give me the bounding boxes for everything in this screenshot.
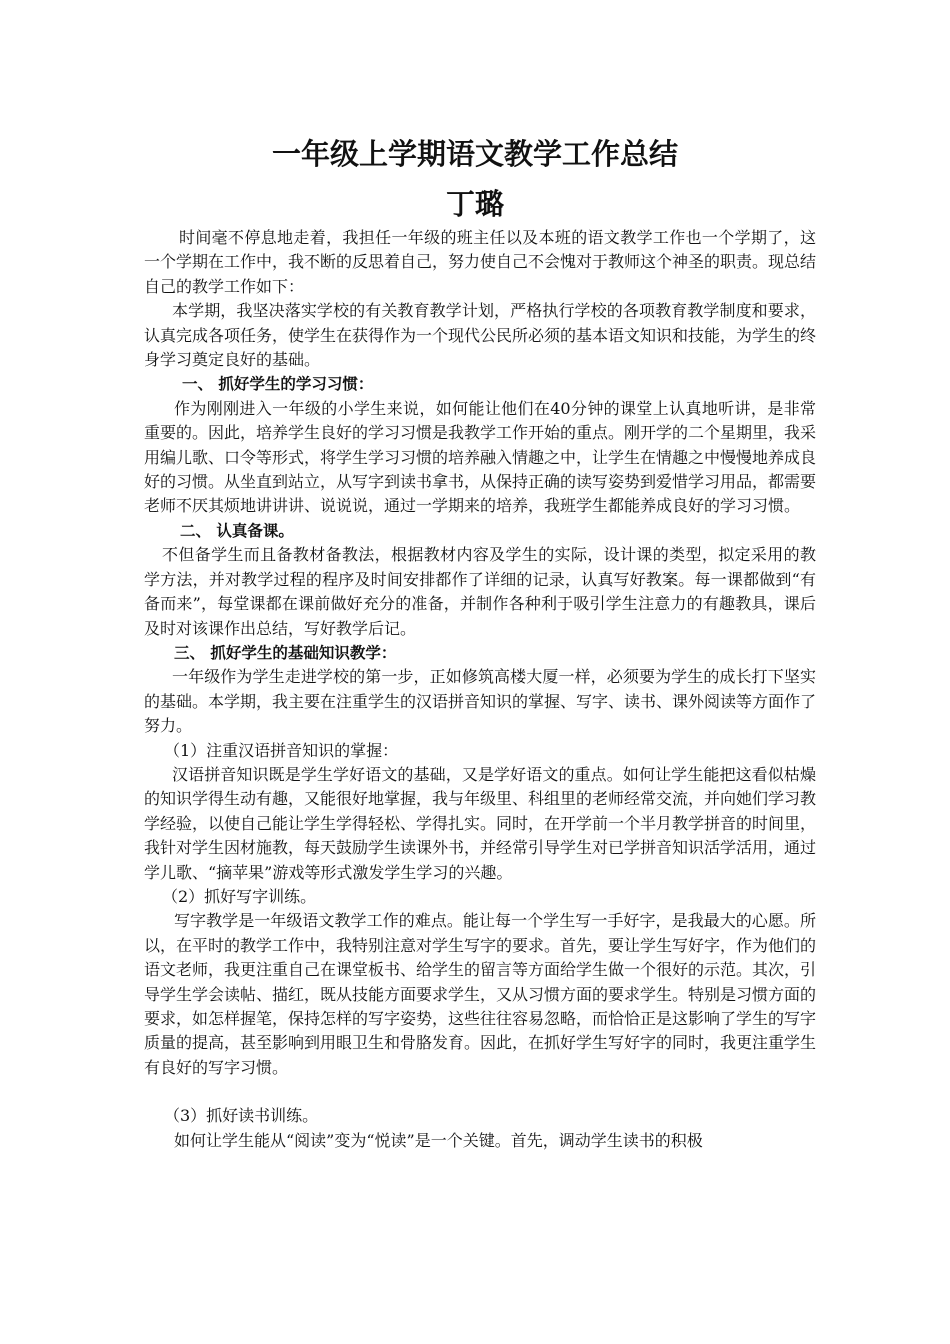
habits-paragraph: 作为刚刚进入一年级的小学生来说，如何能让他们在40分钟的课堂上认真地听讲，是非常重要的。因此，培养学生良好的学习习惯是我教学工作开始的重点。刚开学的二个星期里，我采用编儿歌、口令等形式，将学生学习习惯的培养融入情趣之中，让学生在情趣之中慢慢地养成良好的习惯。从坐直到站立，从写字到读书拿书，从保持正确的读写姿势到爱惜学习用品，都需要老师不厌其烦地讲讲讲、说说说，通过一学期来的培养，我班学生都能养成良好的学习习惯。 — [144, 398, 817, 516]
author-name: 丁璐 — [445, 187, 504, 221]
section-heading-basics: 三、 抓好学生的基础知识教学： — [174, 643, 397, 662]
paragraph-spacer — [144, 1080, 816, 1104]
prepare-paragraph: 不但备学生而且备教材备教法，根据教材内容及学生的实际，设计课的类型，拟定采用的教学方法，并对教学过程的程序及时间安排都作了详细的记录，认真写好教案。每一课都做到“有备而来”，每堂课都在课前做好充分的准备，并制作各种利于吸引学生注意力的有趣教具，课后及时对该课作出总结，写好教学后记。 — [144, 545, 816, 638]
plan-paragraph: 本学期，我坚决落实学校的有关教育教学计划，严格执行学校的各项教育教学制度和要求，认真完成各项任务，使学生在获得作为一个现代公民所必须的基本语文知识和技能，为学生的终身学习奠定良好的基础。 — [144, 301, 817, 370]
subheading-writing: （2）抓好写字训练。 — [162, 886, 317, 906]
document-title: 一年级上学期语文教学工作总结 — [271, 137, 678, 171]
section-heading-habits: 一、 抓好学生的学习习惯： — [182, 375, 374, 394]
pinyin-paragraph: 汉语拼音知识既是学生学好语文的基础，又是学好语文的重点。如何让学生能把这看似枯燥的知识学得生动有趣，又能很好地掌握，我与年级里、科组里的老师经常交流，并向她们学习教学经验，以使自己能让学生学得轻松、学得扎实。同时，在开学前一个半月教学拼音的时间里，我针对学生因材施教，每天鼓励学生读课外书，并经常引导学生对已学拼音知识活学活用，通过学儿歌、“摘苹果”游戏等形式激发学生学习的兴趣。 — [144, 764, 817, 882]
subheading-reading: （3）抓好读书训练。 — [164, 1106, 319, 1126]
basics-paragraph: 一年级作为学生走进学校的第一步，正如修筑高楼大厦一样，必须要为学生的成长打下坚实的基础。本学期，我主要在注重学生的汉语拼音知识的掌握、写字、读书、课外阅读等方面作了努力。 — [144, 667, 817, 736]
subheading-pinyin: （1）注重汉语拼音知识的掌握： — [164, 740, 399, 760]
reading-paragraph: 如何让学生能从“阅读”变为“悦读”是一个关键。首先，调动学生读书的积极 — [174, 1130, 703, 1150]
intro-paragraph: 时间毫不停息地走着，我担任一年级的班主任以及本班的语文教学工作也一个学期了，这一个学期在工作中，我不断的反思着自己，努力使自己不会愧对于教师这个神圣的职责。现总结自己的教学工作如下： — [144, 228, 817, 296]
document-body — [144, 226, 816, 1153]
section-heading-prepare: 二、 认真备课。 — [180, 521, 294, 540]
writing-paragraph: 写字教学是一年级语文教学工作的难点。能让每一个学生写一手好字，是我最大的心愿。所以，在平时的教学工作中，我特别注意对学生写字的要求。首先，要让学生写好字，作为他们的语文老师，我更注重自己在课堂板书、给学生的留言等方面给学生做一个很好的示范。其次，引导学生学会读帖、描红，既从技能方面要求学生，又从习惯方面的要求学生。特别是习惯方面的要求，如怎样握笔，保持怎样的写字姿势，这些往往容易忽略，而恰恰正是这影响了学生的写字质量的提高，甚至影响到用眼卫生和骨胳发育。因此，在抓好学生写好字的同时，我更注重学生有良好的写字习惯。 — [144, 911, 817, 1077]
